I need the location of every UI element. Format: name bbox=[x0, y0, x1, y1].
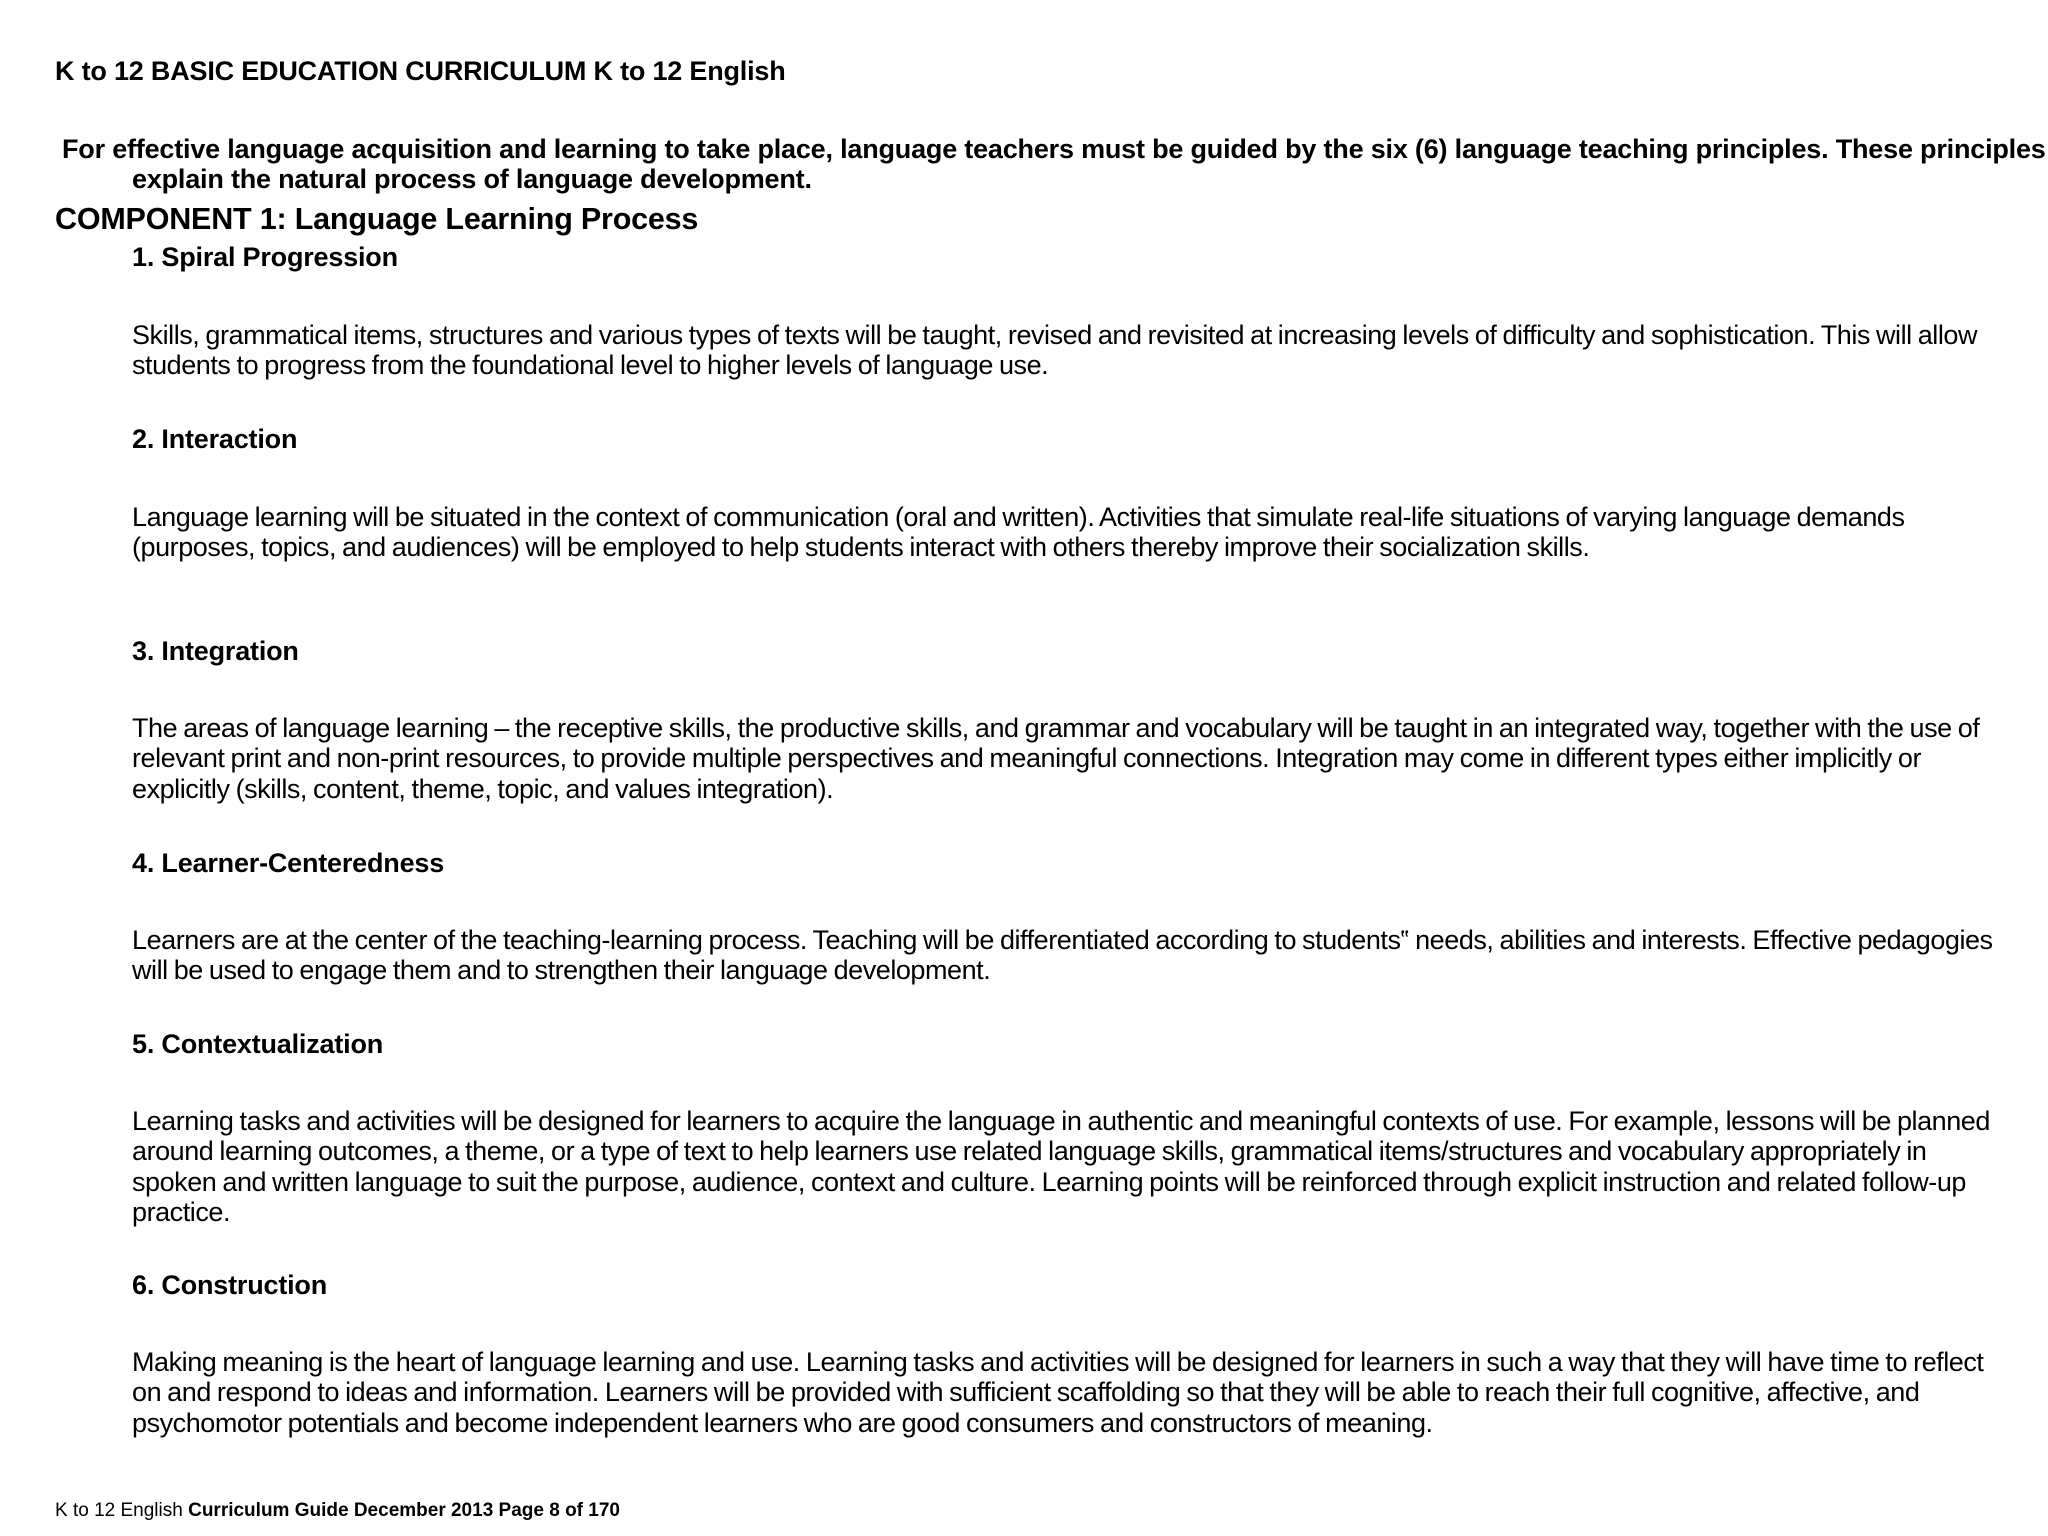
page-footer bbox=[55, 1500, 620, 1522]
principle-heading-integration: 3. Integration bbox=[132, 636, 299, 666]
principle-heading-learner-centeredness: 4. Learner-Centeredness bbox=[132, 848, 445, 878]
component-title: COMPONENT 1: Language Learning Process bbox=[55, 202, 699, 236]
intro-paragraph: For effective language acquisition and learning to take place, language teachers must be guided by the six (6) language teaching principles. These principles explain the natural process of language development. bbox=[62, 134, 2046, 194]
principle-text-interaction: Language learning will be situated in the context of communication (oral and written). Activities that simulate real-life situations of varying language demands (purposes, topics, and audiences) will be employed to help students interact with others thereby improve their socialization skills. bbox=[132, 502, 1905, 563]
principle-heading-interaction: 2. Interaction bbox=[132, 424, 298, 454]
principle-heading-construction: 6. Construction bbox=[132, 1270, 328, 1300]
footer-page-info: Curriculum Guide December 2013 Page 8 of 170 bbox=[188, 1500, 620, 1521]
footer-prefix: K to 12 English bbox=[55, 1500, 189, 1521]
document-header: K to 12 BASIC EDUCATION CURRICULUM K to 12 English bbox=[55, 56, 786, 86]
principle-text-spiral-progression: Skills, grammatical items, structures and various types of texts will be taught, revised and revisited at increasing levels of difficulty and sophistication. This will allow students to progress from the foundational level to higher levels of language use. bbox=[132, 320, 1978, 381]
principle-heading-spiral-progression: 1. Spiral Progression bbox=[132, 242, 398, 272]
principle-text-learner-centeredness: Learners are at the center of the teaching-learning process. Teaching will be differentiated according to students‟ needs, abilities and interests. Effective pedagogies will be used to engage them and to strengthen their language development. bbox=[132, 925, 1993, 986]
principle-heading-contextualization: 5. Contextualization bbox=[132, 1029, 384, 1059]
principle-text-contextualization: Learning tasks and activities will be designed for learners to acquire the language in authentic and meaningful contexts of use. For example, lessons will be planned around learning outcomes, a theme, or a type of text to help learners use related language skills, grammatical items/structures and vocabulary appropriately in spoken and written language to suit the purpose, audience, context and culture. Learning points will be reinforced through explicit instruction and related follow-up practice. bbox=[132, 1106, 1990, 1227]
principle-text-construction: Making meaning is the heart of language learning and use. Learning tasks and activities will be designed for learners in such a way that they will have time to reflect on and respond to ideas and information. Learners will be provided with sufficient scaffolding so that they will be able to reach their full cognitive, affective, and psychomotor potentials and become independent learners who are good consumers and constructors of meaning. bbox=[132, 1347, 1984, 1438]
principle-text-integration: The areas of language learning – the receptive skills, the productive skills, and grammar and vocabulary will be taught in an integrated way, together with the use of relevant print and non-print resources, to provide multiple perspectives and meaningful connections. Integration may come in different types either implicitly or explicitly (skills, content, theme, topic, and values integration). bbox=[132, 713, 1980, 804]
